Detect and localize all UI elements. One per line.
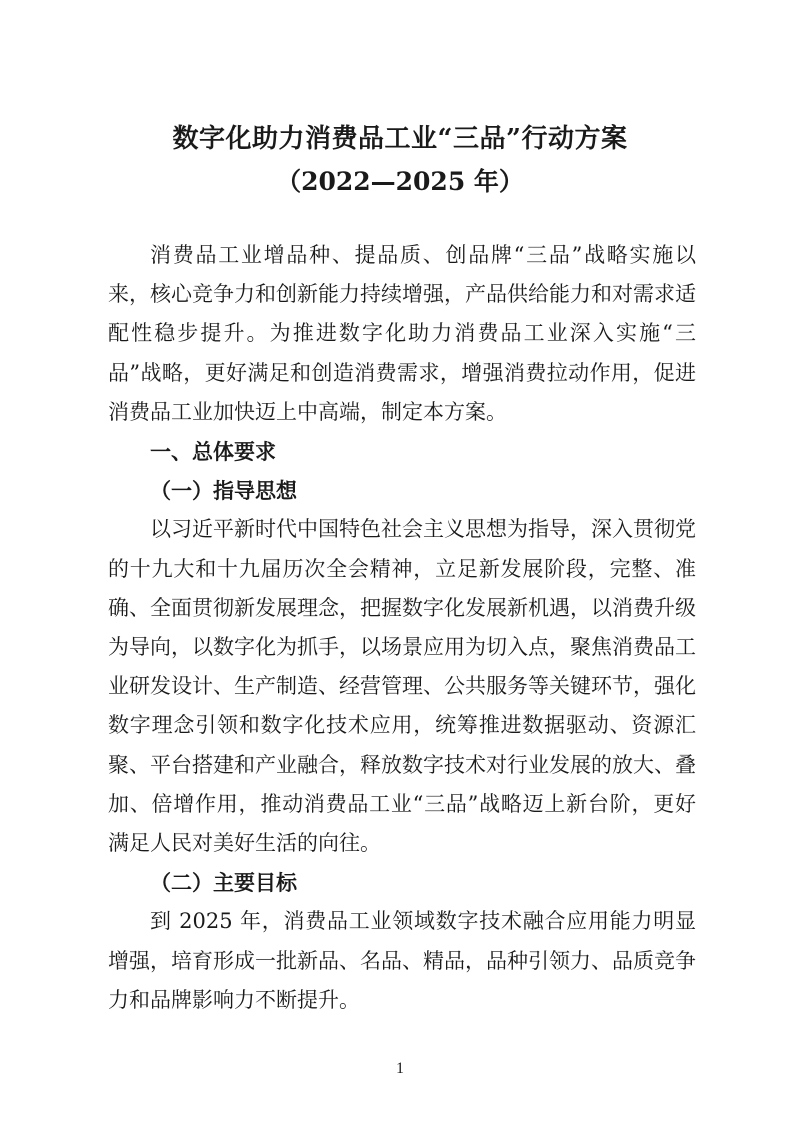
document-body	[108, 236, 696, 1020]
main-goals-paragraph: 到 2025 年，消费品工业领域数字技术融合应用能力明显增强，培育形成一批新品、名品、精品，品种引领力、品质竞争力和品牌影响力不断提升。	[108, 909, 696, 1012]
section-heading-general-requirements: 一、总体要求	[150, 439, 276, 465]
intro-paragraph: 消费品工业增品种、提品质、创品牌“三品”战略实施以来，核心竞争力和创新能力持续增强，产品供给能力和对需求适配性稳步提升。为推进数字化助力消费品工业深入实施“三品”战略，更好满足和创造消费需求，增强消费拉动作用，促进消费品工业加快迈上中高端，制定本方案。	[108, 243, 696, 424]
subsection-heading-main-goals: （二）主要目标	[150, 870, 297, 896]
page-number: 1	[396, 1060, 404, 1077]
document-subtitle: （2022—2025 年）	[276, 167, 524, 196]
document-title: 数字化助力消费品工业“三品”行动方案	[172, 124, 628, 154]
guiding-ideology-paragraph: 以习近平新时代中国特色社会主义思想为指导，深入贯彻党的十九大和十九届历次全会精神，立足新发展阶段，完整、准确、全面贯彻新发展理念，把握数字化发展新机遇，以消费升级为导向，以数字化为抓手，以场景应用为切入点，聚焦消费品工业研发设计、生产制造、经营管理、公共服务等关键环节，强化数字理念引领和数字化技术应用，统筹推进数据驱动、资源汇聚、平台搭建和产业融合，释放数字技术对行业发展的放大、叠加、倍增作用，推动消费品工业“三品”战略迈上新台阶，更好满足人民对美好生活的向往。	[108, 517, 696, 856]
subsection-heading-guiding-ideology: （一）指导思想	[150, 478, 297, 504]
